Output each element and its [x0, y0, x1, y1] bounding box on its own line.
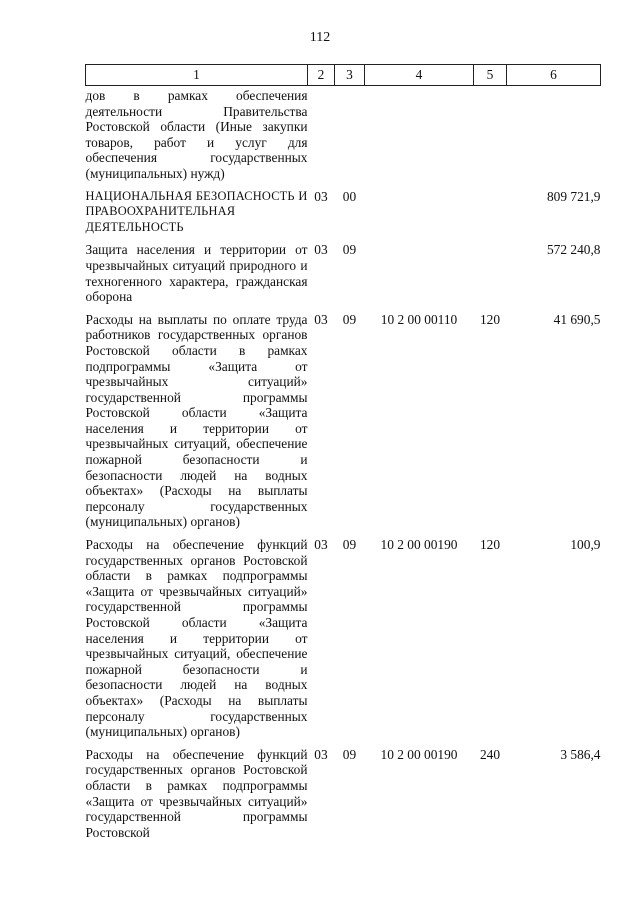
table-row: [86, 86, 601, 182]
target-article-code: 10 2 00 00190: [380, 537, 458, 553]
header-cell: 4: [365, 65, 474, 86]
header-cell: 1: [86, 65, 308, 86]
item-name: дов в рамках обеспечения деятельности Правительства Ростовской области (Иные закупки товаров, работ и услуг для обеспечения государственных (муниципальных) нужд): [85, 88, 308, 181]
section-code: 03: [314, 746, 328, 762]
table-row: [86, 182, 601, 236]
subsection-code: 09: [342, 746, 357, 762]
table-row: [86, 235, 601, 304]
target-article-code: [365, 182, 474, 236]
item-name: Расходы на выплаты по оплате труда работников государственных органов Ростовской области в рамках подпрограммы «Защита от чрезвычайных ситуаций» государственной программы Ростовской области «Защита населения и территории от чрезвычайных ситуаций, обеспечение пожарной безопасности и безопасности людей на водных объектах» (Расходы на выплаты персоналу государственных (муниципальных) органов): [85, 311, 308, 530]
subsection-code: 09: [342, 242, 357, 258]
target-article-code: 10 2 00 00110: [380, 311, 458, 327]
expense-type-code: [474, 235, 507, 304]
section-code: 03: [314, 311, 328, 327]
section-code: [308, 86, 335, 182]
amount: [507, 86, 601, 182]
budget-table: [85, 64, 601, 840]
expense-type-code: 240: [479, 746, 501, 762]
table-row: [86, 740, 601, 841]
item-name: Защита населения и территории от чрезвычайных ситуаций природного и техногенного характера, гражданская оборона: [85, 242, 308, 305]
table-row: [86, 305, 601, 530]
expense-type-code: [474, 182, 507, 236]
item-name: Расходы на обеспечение функций государственных органов Ростовской области в рамках подпрограммы «Защита от чрезвычайных ситуаций» государственной программы Ростовской области «Защита населения и территории от чрезвычайных ситуаций, обеспечение пожарной безопасности и безопасности людей на водных объектах» (Расходы на выплаты персоналу государственных (муниципальных) органов): [85, 537, 308, 740]
amount: 572 240,8: [546, 242, 601, 258]
amount: 809 721,9: [546, 188, 601, 204]
amount: 100,9: [570, 537, 601, 553]
subsection-code: 09: [342, 537, 357, 553]
section-code: 03: [314, 537, 328, 553]
page-number: 112: [309, 30, 331, 45]
item-name: Расходы на обеспечение функций государственных органов Ростовской области в рамках подпрограммы «Защита от чрезвычайных ситуаций» государственной программы Ростовской: [85, 746, 308, 840]
subsection-code: 00: [342, 188, 357, 204]
amount: 41 690,5: [553, 311, 601, 327]
section-code: 03: [314, 242, 328, 258]
header-cell: 6: [507, 65, 601, 86]
section-code: 03: [314, 188, 328, 204]
header-cell: 5: [474, 65, 507, 86]
table-row: [86, 530, 601, 740]
subsection-code: 09: [342, 311, 357, 327]
expense-type-code: 120: [479, 311, 501, 327]
header-cell: 3: [335, 65, 365, 86]
expense-type-code: [474, 86, 507, 182]
header-cell: 2: [308, 65, 335, 86]
target-article-code: [365, 86, 474, 182]
item-name: НАЦИОНАЛЬНАЯ БЕЗОПАСНОСТЬ И ПРАВООХРАНИТЕЛЬНАЯ ДЕЯТЕЛЬНОСТЬ: [85, 188, 308, 234]
amount: 3 586,4: [560, 746, 601, 762]
target-article-code: 10 2 00 00190: [380, 746, 458, 762]
expense-type-code: 120: [479, 537, 501, 553]
table-header-row: [86, 65, 601, 86]
subsection-code: [335, 86, 365, 182]
target-article-code: [365, 235, 474, 304]
